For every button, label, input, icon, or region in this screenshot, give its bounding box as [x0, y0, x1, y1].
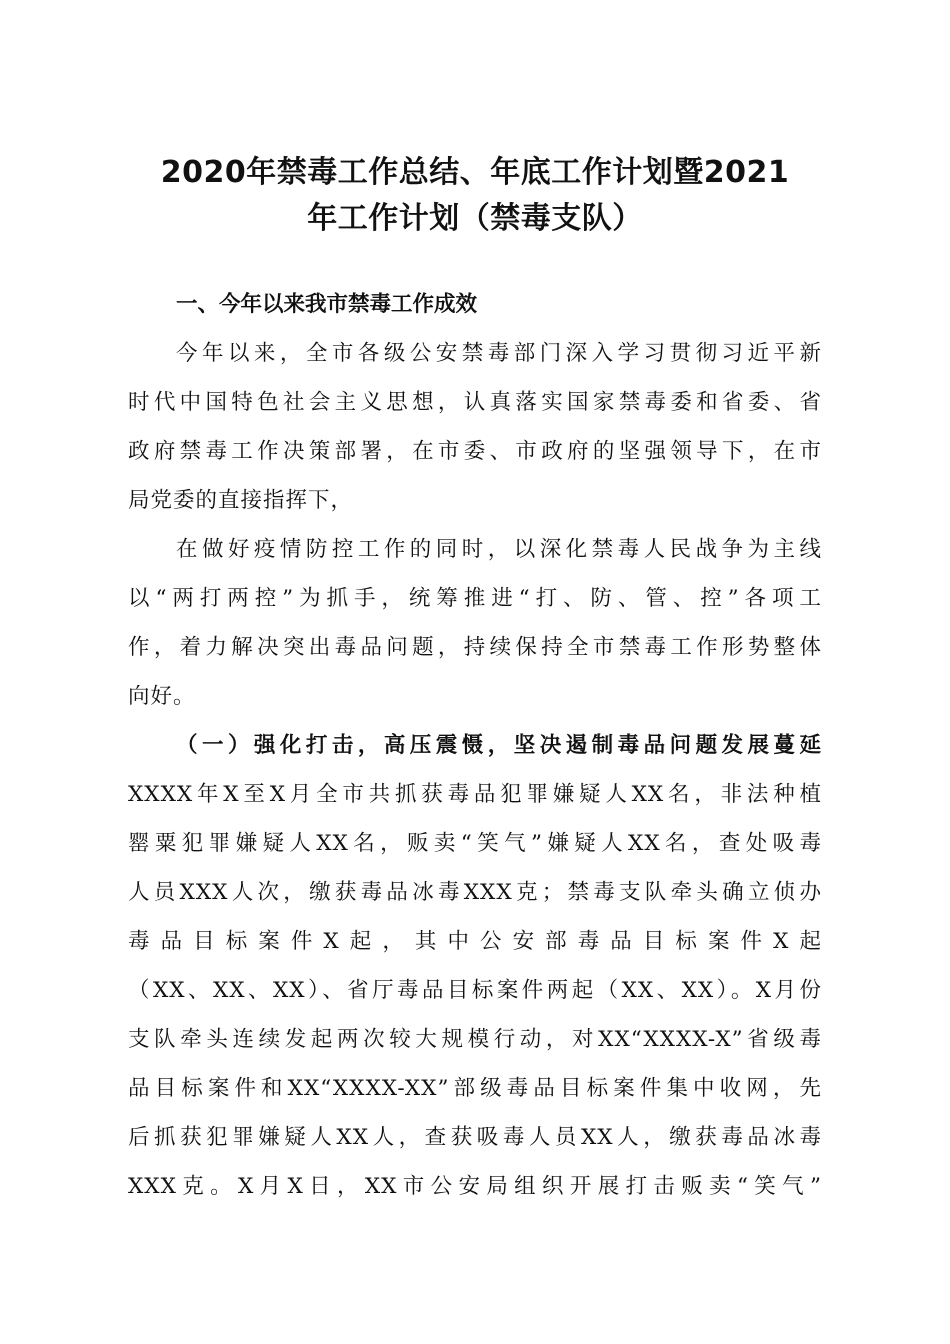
paragraph-1 [128, 329, 822, 525]
paragraph-line: 作，着力解决突出毒品问题，持续保持全市禁毒工作形势整体 [128, 635, 822, 660]
document-title [120, 150, 830, 242]
paragraph-line: 以“两打两控”为抓手，统筹推进“打、防、管、控”各项工 [128, 586, 822, 611]
paragraph-line: 毒品目标案件X起，其中公安部毒品目标案件X起 [128, 929, 822, 954]
paragraph-line: 今年以来，全市各级公安禁毒部门深入学习贯彻习近平新 [176, 341, 822, 366]
paragraph-line: 政府禁毒工作决策部署，在市委、市政府的坚强领导下，在市 [128, 439, 822, 464]
paragraph-line: 罂粟犯罪嫌疑人XX名，贩卖“笑气”嫌疑人XX名，查处吸毒 [128, 831, 822, 856]
paragraph-line: 局党委的直接指挥下， [128, 488, 354, 513]
title-line-2: 年工作计划（禁毒支队） [307, 201, 643, 236]
paragraph-line: 品目标案件和XX“XXXX-XX”部级毒品目标案件集中收网，先 [128, 1076, 822, 1101]
paragraph-line: 向好。 [128, 684, 196, 709]
paragraph-line: （XX、XX、XX）、省厅毒品目标案件两起（XX、XX）。X月份 [128, 978, 822, 1003]
paragraph-line: 时代中国特色社会主义思想，认真落实国家禁毒委和省委、省 [128, 390, 822, 415]
paragraph-line: 人员XXX人次，缴获毒品冰毒XXX克；禁毒支队牵头确立侦办 [128, 880, 822, 905]
paragraph-line: XXXX年X至X月全市共抓获毒品犯罪嫌疑人XX名，非法种植 [128, 782, 822, 807]
paragraph-2 [128, 525, 822, 721]
paragraph-line: 后抓获犯罪嫌疑人XX人，查获吸毒人员XX人，缴获毒品冰毒 [128, 1125, 822, 1150]
section-heading: 一、今年以来我市禁毒工作成效 [176, 292, 478, 317]
document-body [128, 280, 822, 1211]
paragraph-line: 在做好疫情防控工作的同时，以深化禁毒人民战争为主线 [176, 537, 822, 562]
paragraph-line: 支队牵头连续发起两次较大规模行动，对XX“XXXX-X”省级毒 [128, 1027, 822, 1052]
title-line-1: 2020年禁毒工作总结、年底工作计划暨2021 [160, 155, 790, 190]
subsection-heading: （一）强化打击，高压震慑，坚决遏制毒品问题发展蔓延 [176, 733, 822, 758]
paragraph-line: XXX克。X月X日，XX市公安局组织开展打击贩卖“笑气” [128, 1174, 822, 1199]
paragraph-3 [128, 770, 822, 1211]
